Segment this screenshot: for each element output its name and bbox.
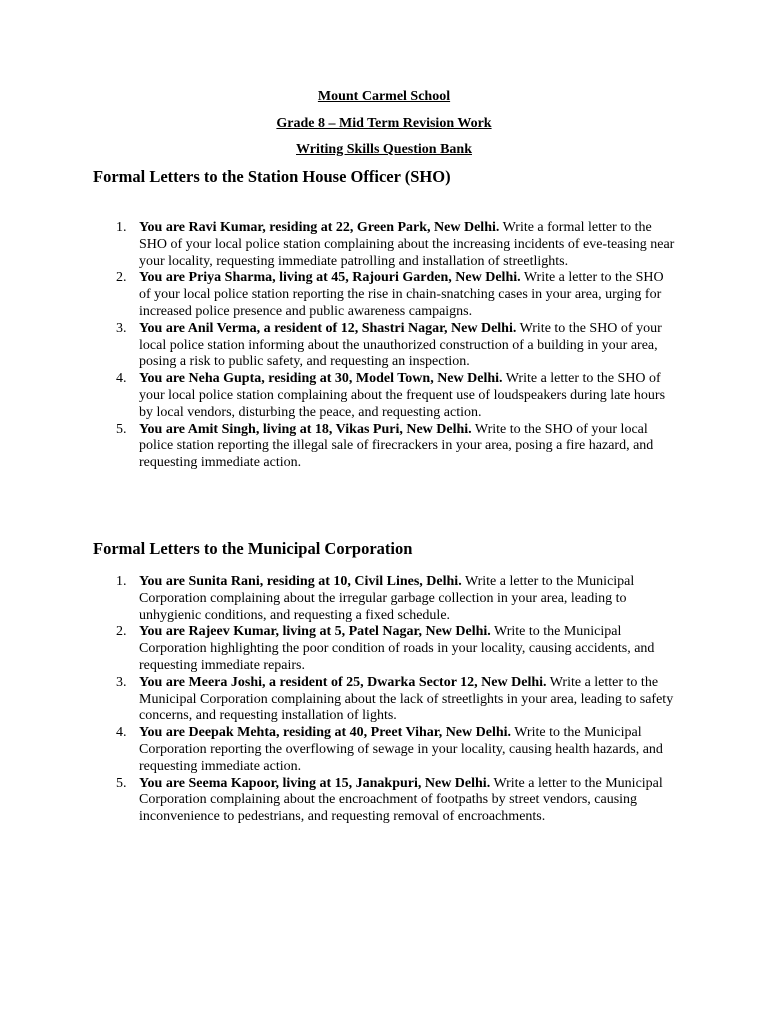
question-lead: You are Amit Singh, living at 18, Vikas Puri, New Delhi. xyxy=(139,421,472,437)
list-item xyxy=(110,220,678,270)
list-item xyxy=(110,675,678,725)
question-number: 2. xyxy=(116,270,127,286)
question-bank-title: Writing Skills Question Bank xyxy=(296,142,472,157)
question-lead: You are Sunita Rani, residing at 10, Civil Lines, Delhi. xyxy=(139,574,462,589)
list-item xyxy=(110,321,678,371)
grade-title: Grade 8 – Mid Term Revision Work xyxy=(276,116,492,131)
question-text: Write a letter to the Municipal Corporation complaining about the encroachment of footpaths by street vendors, causing inconvenience to pedestrians, and requesting removal of encroachments. xyxy=(139,775,663,825)
question-lead: You are Deepak Mehta, residing at 40, Preet Vihar, New Delhi. xyxy=(139,725,512,741)
question-text: Write a letter to the SHO of your local police station reporting the rise in chain-snatching cases in your area, urging for increased police presence and public awareness campaigns. xyxy=(139,270,664,319)
question-lead: You are Rajeev Kumar, living at 5, Patel Nagar, New Delhi. xyxy=(139,624,491,640)
question-number: 5. xyxy=(116,421,127,437)
school-name: Mount Carmel School xyxy=(317,89,451,104)
question-text: Write a letter to the SHO of your local police station complaining about the frequent use of loudspeakers during late hours by local vendors, disturbing the peace, and requesting action. xyxy=(139,371,666,420)
question-number: 5. xyxy=(116,775,127,791)
list-item xyxy=(110,371,678,421)
question-number: 1. xyxy=(116,574,127,589)
question-lead: You are Seema Kapoor, living at 15, Janakpuri, New Delhi. xyxy=(139,775,491,791)
question-text: Write to the SHO of your local police station reporting the illegal sale of firecrackers in your area, posing a fire hazard, and requesting immediate action. xyxy=(139,421,654,471)
question-list-sho xyxy=(110,220,678,472)
question-lead: You are Neha Gupta, residing at 30, Model Town, New Delhi. xyxy=(139,371,503,387)
question-lead: You are Ravi Kumar, residing at 22, Green Park, New Delhi. xyxy=(139,220,500,235)
list-item xyxy=(110,574,678,624)
question-lead: You are Anil Verma, a resident of 12, Shastri Nagar, New Delhi. xyxy=(139,320,517,336)
question-text: Write to the SHO of your local police station informing about the unauthorized construction of a building in your area, posing a risk to public safety, and requesting an inspection. xyxy=(139,320,662,370)
question-text: Write a letter to the Municipal Corporation complaining about the irregular garbage collection in your area, leading to unhygienic conditions, and requesting a fixed schedule. xyxy=(139,574,635,623)
question-text: Write to the Municipal Corporation reporting the overflowing of sewage in your locality, causing health hazards, and requesting immediate action. xyxy=(139,725,663,774)
question-number: 4. xyxy=(116,371,127,387)
question-number: 3. xyxy=(116,674,127,690)
question-number: 4. xyxy=(116,725,127,741)
question-list-municipal xyxy=(110,574,678,826)
list-item xyxy=(110,624,678,674)
question-number: 1. xyxy=(116,220,127,235)
list-item xyxy=(110,725,678,775)
section-heading-municipal: Formal Letters to the Municipal Corporation xyxy=(93,539,413,558)
question-lead: You are Priya Sharma, living at 45, Rajouri Garden, New Delhi. xyxy=(139,270,521,286)
list-item xyxy=(110,422,678,472)
question-text: Write a letter to the Municipal Corporation complaining about the lack of streetlights in your area, leading to safety concerns, and requesting installation of lights. xyxy=(139,674,674,724)
question-number: 2. xyxy=(116,624,127,640)
question-text: Write to the Municipal Corporation highlighting the poor condition of roads in your locality, causing accidents, and requesting immediate repairs. xyxy=(139,624,655,673)
list-item xyxy=(110,270,678,320)
section-heading-sho: Formal Letters to the Station House Officer (SHO) xyxy=(93,167,451,186)
question-text: Write a formal letter to the SHO of your local police station complaining about the increasing incidents of eve-teasing near your locality, requesting immediate patrolling and installation of streetlights. xyxy=(139,220,675,269)
question-lead: You are Meera Joshi, a resident of 25, Dwarka Sector 12, New Delhi. xyxy=(139,674,547,690)
question-number: 3. xyxy=(116,320,127,336)
list-item xyxy=(110,776,678,826)
